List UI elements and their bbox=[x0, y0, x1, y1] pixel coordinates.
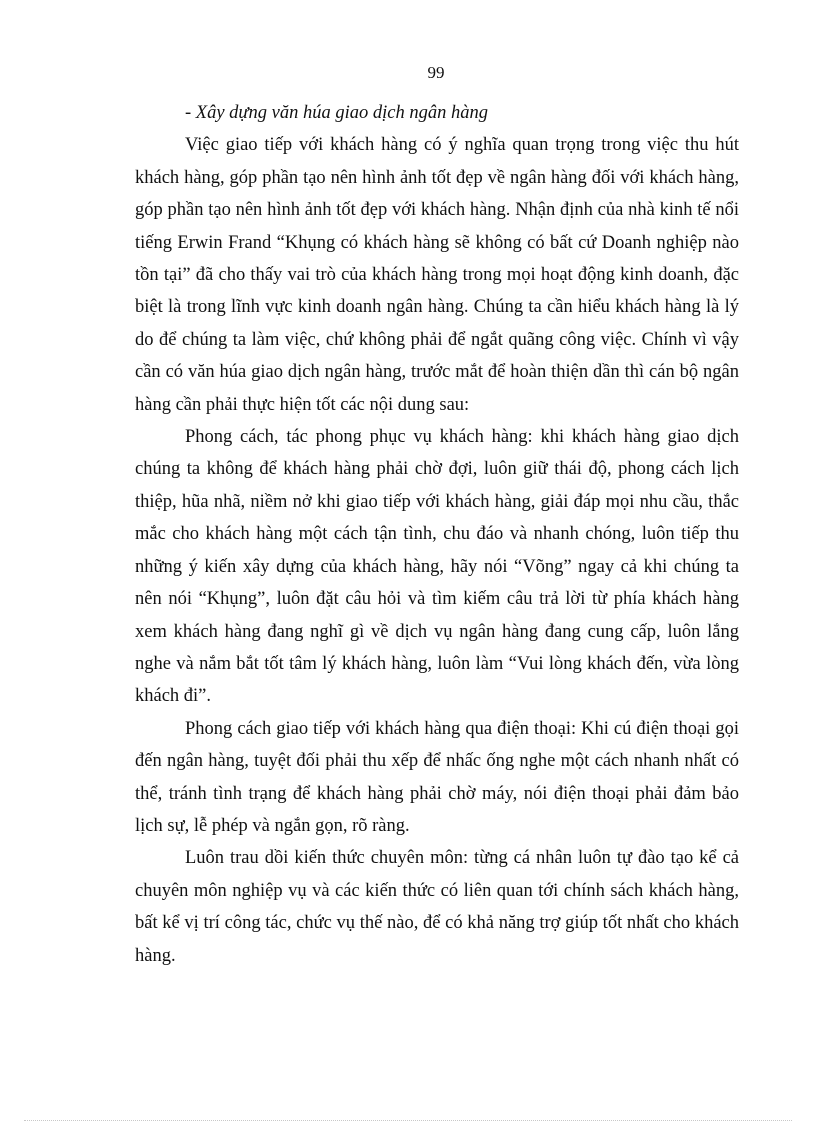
section-heading: - Xây dựng văn húa giao dịch ngân hàng bbox=[185, 103, 488, 123]
page-bottom-divider bbox=[24, 1120, 792, 1121]
paragraph-customer-communication: Việc giao tiếp với khách hàng có ý nghĩa quan trọng trong việc thu hút khách hàng, góp phần tạo nên hình ảnh tốt đẹp về ngân hàng đối với khách hàng, góp phần tạo nên hình ảnh tốt đẹp với khách hàng. Nhận định của nhà kinh tế nổi tiếng Erwin Frand “Khụng có khách hàng sẽ không có bất cứ Doanh nghiệp nào tồn tại” đã cho thấy vai trò của khách hàng trong mọi hoạt động kinh doanh, đặc biệt là trong lĩnh vực kinh doanh ngân hàng. Chúng ta cần hiểu khách hàng là lý do để chúng ta làm việc, chứ không phải để ngắt quãng công việc. Chính vì vậy cần có văn húa giao dịch ngân hàng, trước mắt để hoàn thiện dần thì cán bộ ngân hàng cần phải thực hiện tốt các nội dung sau: bbox=[135, 135, 739, 415]
paragraph-professional-knowledge: Luôn trau dồi kiến thức chuyên môn: từng cá nhân luôn tự đào tạo kể cả chuyên môn nghiệp vụ và các kiến thức có liên quan tới chính sách khách hàng, bất kể vị trí công tác, chức vụ thế nào, để có khả năng trợ giúp tốt nhất cho khách hàng. bbox=[135, 848, 739, 966]
paragraph-service-style: Phong cách, tác phong phục vụ khách hàng: khi khách hàng giao dịch chúng ta không để khách hàng phải chờ đợi, luôn giữ thái độ, phong cách lịch thiệp, hũa nhã, niềm nở khi giao tiếp với khách hàng, giải đáp mọi nhu cầu, thắc mắc cho khách hàng một cách tận tình, chu đáo và nhanh chóng, luôn tiếp thu những ý kiến xây dựng của khách hàng, hãy nói “Võng” ngay cả khi chúng ta nên nói “Khụng”, luôn đặt câu hỏi và tìm kiếm câu trả lời từ phía khách hàng xem khách hàng đang nghĩ gì về dịch vụ ngân hàng đang cung cấp, luôn lắng nghe và nắm bắt tốt tâm lý khách hàng, luôn làm “Vui lòng khách đến, vừa lòng khách đi”. bbox=[135, 427, 739, 707]
document-body bbox=[135, 97, 739, 972]
paragraph-phone-etiquette: Phong cách giao tiếp với khách hàng qua điện thoại: Khi cú điện thoại gọi đến ngân hàng, tuyệt đối phải thu xếp để nhấc ống nghe một cách nhanh nhất có thể, tránh tình trạng để khách hàng phải chờ máy, nói điện thoại phải đảm bảo lịch sự, lễ phép và ngắn gọn, rõ ràng. bbox=[135, 718, 739, 836]
page-number: 99 bbox=[427, 63, 445, 82]
